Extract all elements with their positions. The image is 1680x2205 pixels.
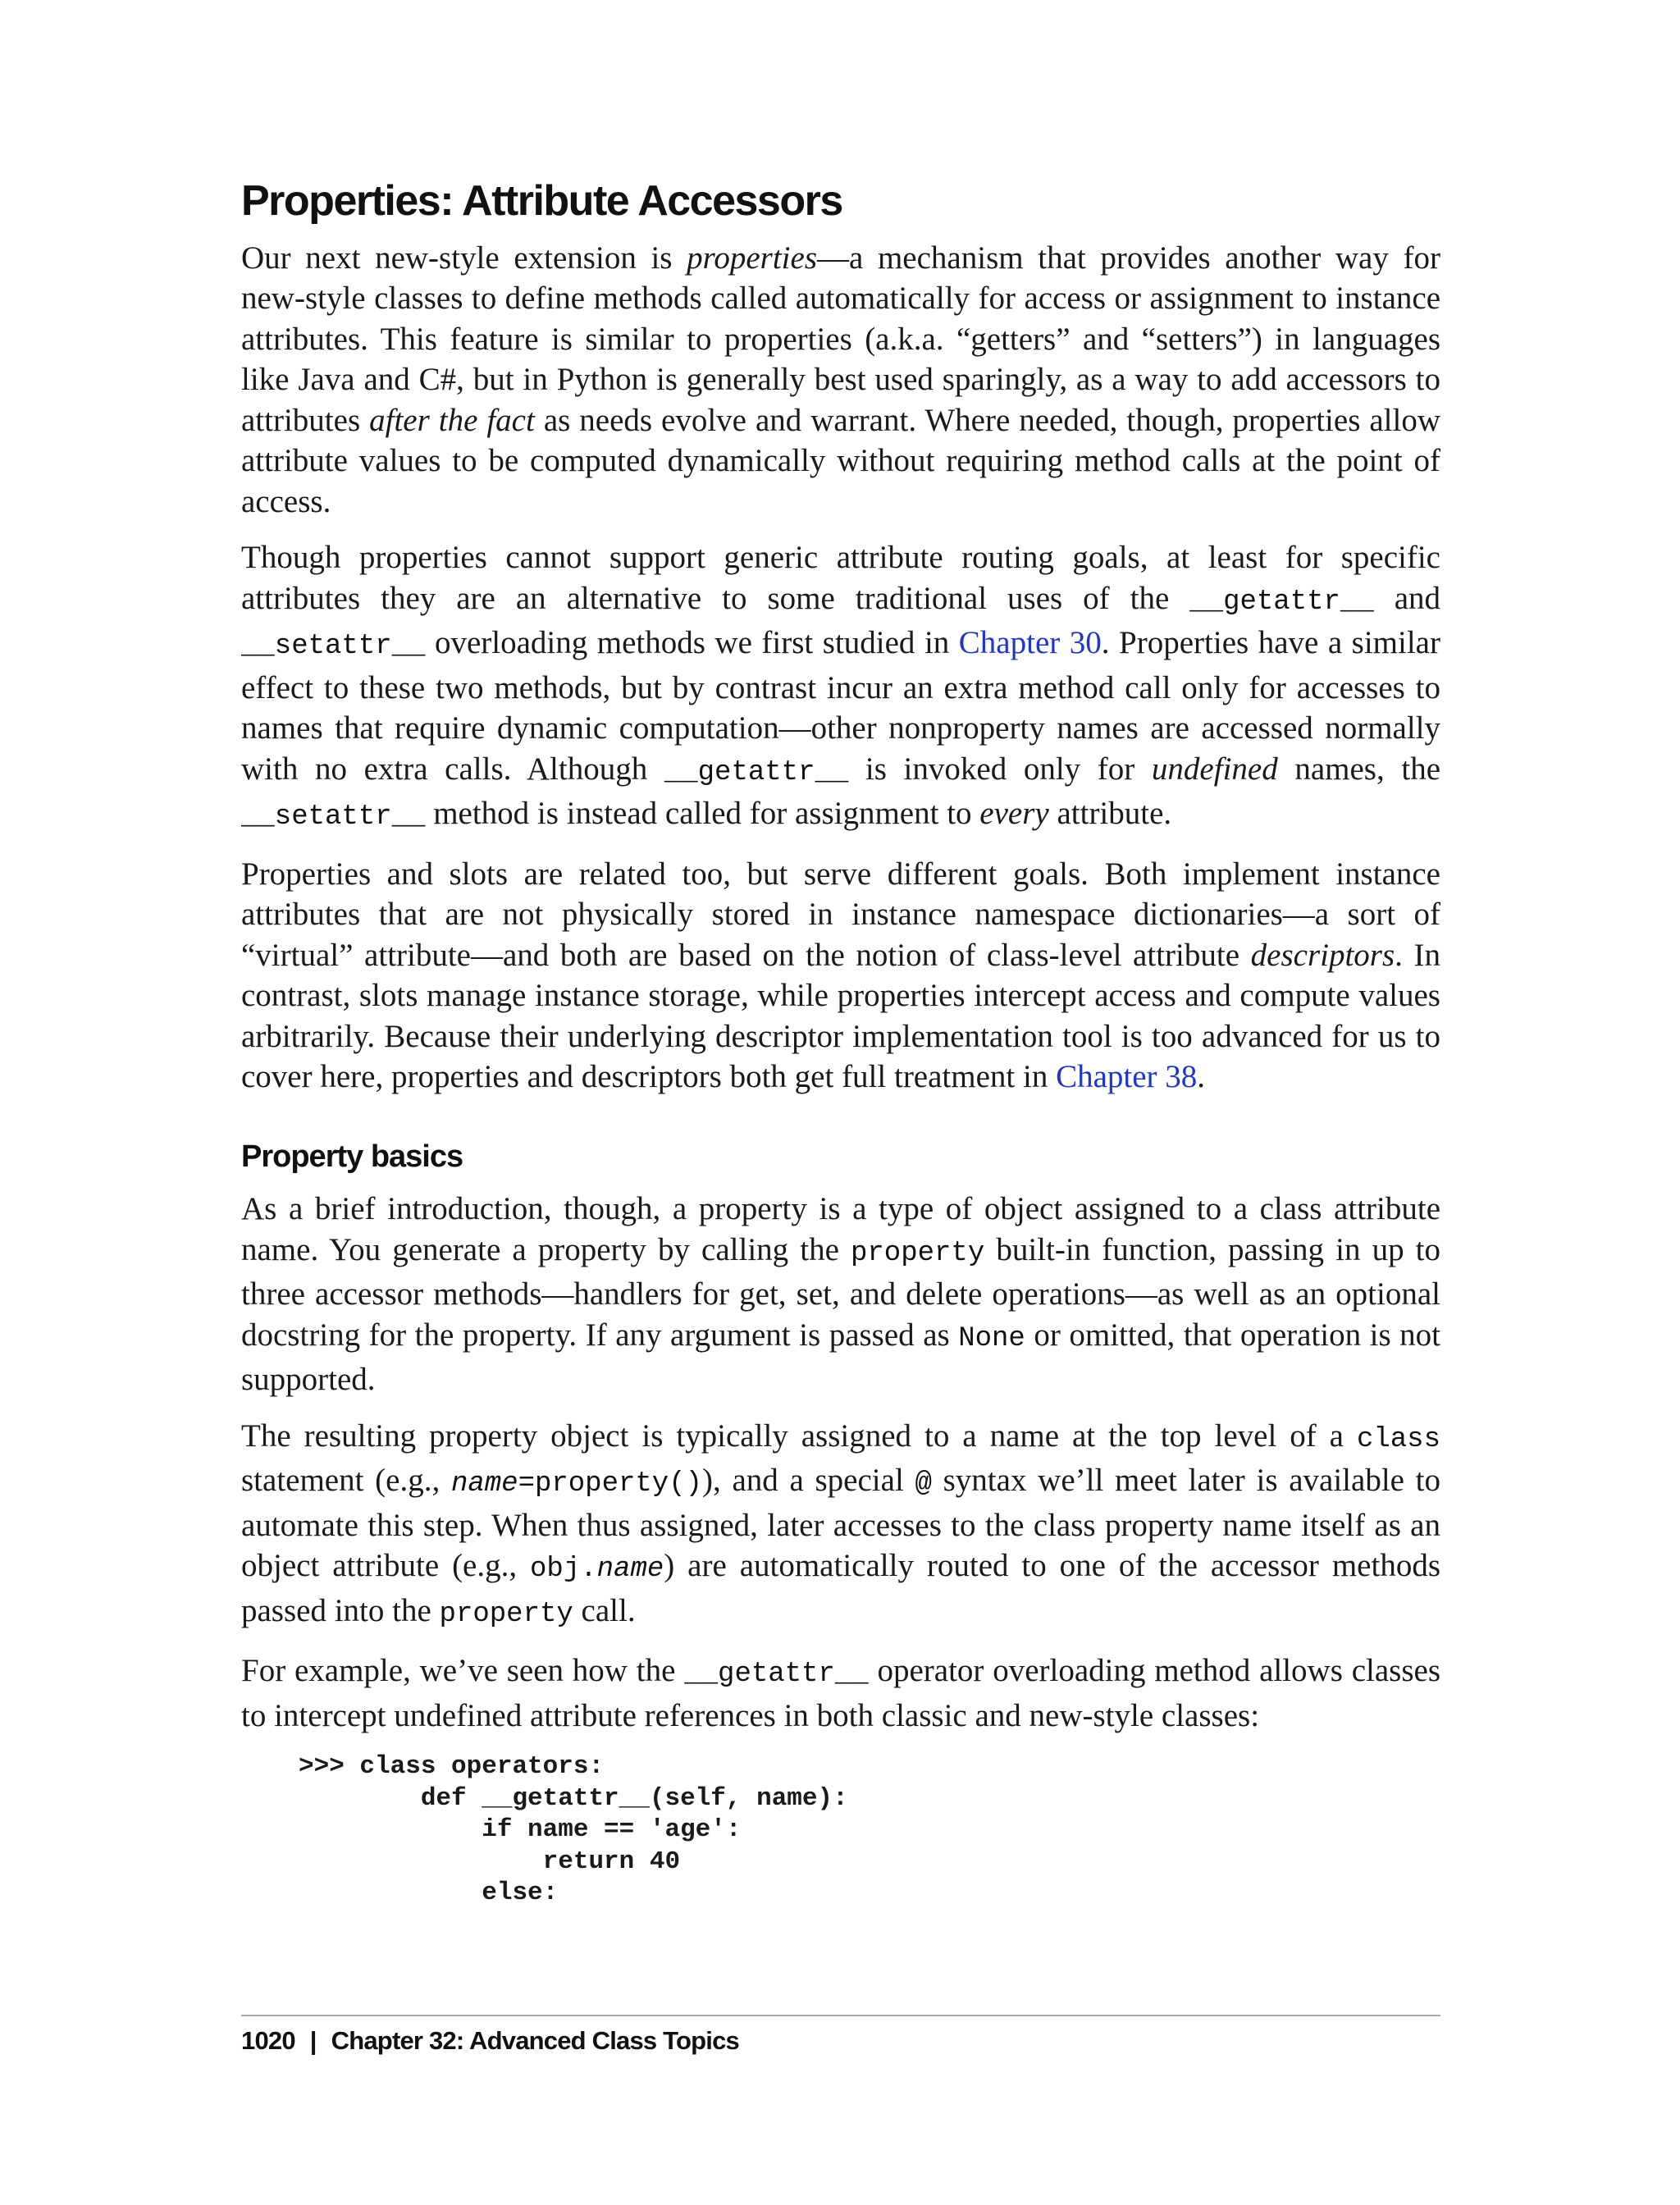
paragraph-properties-intro: Our next new-style extension is properties—a mechanism that provides another way for new-style classes to define methods called automatically for access or assignment to instance attributes. This feature is similar to properties (a.k.a. “getters” and “setters”) in languages like Java and C#, but in Python is generally best used sparingly, as a way to add accessors to attributes after the fact as needs evolve and warrant. Where needed, though, properties allow attribute values to be computed dynamically without requiring method calls at the point of access. bbox=[241, 240, 1440, 519]
paragraph-properties-and-slots: Properties and slots are related too, but serve different goals. Both implement instance attributes that are not physically stored in instance namespace dictionaries—a sort of “virtual” attribute—and both are based on the notion of class-level attribute descriptors. In contrast, slots manage instance storage, while properties intercept access and compute values arbitrarily. Because their underlying descriptor implementation tool is too advanced for us to cover here, properties and descriptors both get full treatment in Chapter 38. bbox=[241, 856, 1441, 1095]
chapter-38-link[interactable]: Chapter 38 bbox=[1056, 1059, 1198, 1095]
paragraph-properties-vs-getattr: Though properties cannot support generic attribute routing goals, at least for specific attributes they are an alternative to some traditional uses of the __getattr__ and __setattr__ overloading methods we first studied in Chapter 30. Properties have a similar effect to these two methods, but by contrast incur an extra method call only for accesses to names that require dynamic computation—other nonproperty names are accessed normally with no extra calls. Although __getattr__ is invoked only for undefined names, the __setattr__ method is instead called for assignment to every attribute. bbox=[241, 540, 1441, 833]
chapter-title: Chapter 32: Advanced Class Topics bbox=[331, 2026, 739, 2055]
page-number: 1020 bbox=[241, 2026, 295, 2055]
chapter-30-link[interactable]: Chapter 30 bbox=[958, 625, 1102, 661]
paragraph-property-basics: As a brief introduction, though, a property is a type of object assigned to a class attribute name. You generate a property by calling the property built-in function, passing in up to three accessor methods—handlers for get, set, and delete operations—as well as an optional docstring for the property. If any argument is passed as None or omitted, that operation is not supported. bbox=[241, 1191, 1441, 1398]
paragraph-getattr-example: For example, we’ve seen how the __getattr__ operator overloading method allows classes to intercept undefined attribute references in both classic and new-style classes: bbox=[241, 1653, 1440, 1733]
page-footer bbox=[241, 2026, 739, 2056]
paragraph-property-assignment: The resulting property object is typically assigned to a name at the top level of a class statement (e.g., name=property()), and a special @ syntax we’ll meet later is available to automate this step. When thus assigned, later accesses to the class property name itself as an object attribute (e.g., obj.name) are automatically routed to one of the accessor methods passed into the property call. bbox=[241, 1418, 1441, 1630]
section-title: Properties: Attribute Accessors bbox=[241, 177, 842, 225]
footer-separator: | bbox=[309, 2026, 317, 2055]
footer-divider bbox=[241, 2015, 1440, 2016]
code-listing: >>> class operators: def __getattr__(self, name): if name == 'age': return 40 else: bbox=[299, 1752, 848, 1908]
page-content bbox=[241, 177, 1440, 1910]
subsection-title: Property basics bbox=[241, 1139, 463, 1174]
